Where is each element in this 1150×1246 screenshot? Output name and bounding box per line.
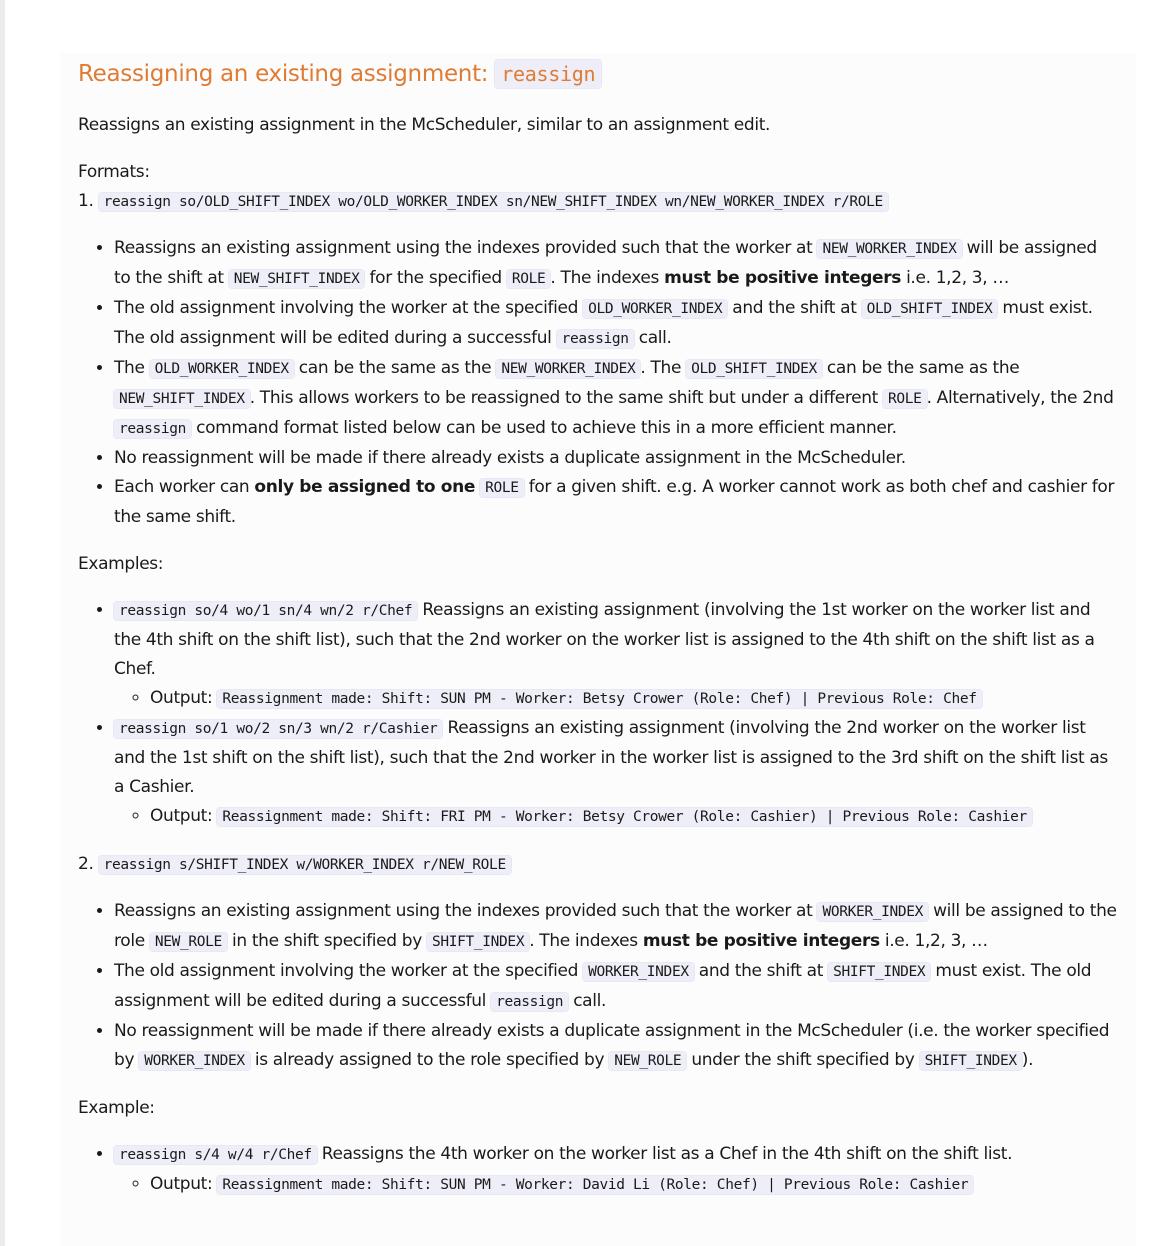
example-command: reassign s/4 w/4 r/Chef <box>114 1146 317 1164</box>
example-item: • reassign so/4 wo/1 sn/4 wn/2 r/Chef Reassigns an existing assignment (involving the 1st worker on the worker list and the 4th shift on the shift list), such that the 2nd worker on the worker list is assigned to the 4th shift on the shift list as a Chef. ◦ Output: Reassignment made: Shift: SUN PM - Worker: Betsy Crower (Role: Chef) | Previous Role: Chef <box>114 596 1118 714</box>
formats-label: Formats: <box>78 162 150 182</box>
example-label: Example: <box>78 1098 155 1118</box>
heading-code: reassign <box>495 60 601 88</box>
example-item: • reassign so/1 wo/2 sn/3 wn/2 r/Cashier Reassigns an existing assignment (involving the 2nd worker on the worker list and the 1st shift on the shift list), such that the 2nd worker in the worker list is assigned to the 3rd shift on the shift list as a Cashier. ◦ Output: Reassignment made: Shift: FRI PM - Worker: Betsy Crower (Role: Cashier) | Previous Role: Cashier <box>114 714 1118 832</box>
rule-item: • The old assignment involving the worker at the specified OLD_WORKER_INDEX and the shift at OLD_SHIFT_INDEX must exist. The old assignment will be edited during a successful reassign call. <box>114 294 1118 354</box>
format-2-command: reassign s/SHIFT_INDEX w/WORKER_INDEX r/NEW_ROLE <box>99 856 511 874</box>
rule-item: • The OLD_WORKER_INDEX can be the same as the NEW_WORKER_INDEX . The OLD_SHIFT_INDEX can be the same as the NEW_SHIFT_INDEX . This allows workers to be reassigned to the same shift but under a different ROLE . Alternatively, the 2nd reassign command format listed below can be used to achieve this in a more efficient manner. <box>114 354 1118 444</box>
example-output: ◦ Output: Reassignment made: Shift: SUN PM - Worker: Betsy Crower (Role: Chef) | Previous Role: Chef <box>150 684 1118 714</box>
example-command: reassign so/1 wo/2 sn/3 wn/2 r/Cashier <box>114 720 442 738</box>
rule-item: • Reassigns an existing assignment using the indexes provided such that the worker at NEW_WORKER_INDEX will be assigned to the shift at NEW_SHIFT_INDEX for the specified ROLE . The indexes must be positive integers i.e. 1,2, 3, … <box>114 234 1118 294</box>
section-heading: Reassigning an existing assignment: reassign <box>78 59 1118 89</box>
format-1-examples <box>78 596 1118 832</box>
rule-item: • Reassigns an existing assignment using the indexes provided such that the worker at WORKER_INDEX will be assigned to the role NEW_ROLE in the shift specified by SHIFT_INDEX . The indexes must be positive integers i.e. 1,2, 3, … <box>114 897 1118 957</box>
doc-section-reassign <box>60 53 1136 1246</box>
format-1-rules <box>78 234 1118 532</box>
format-1: 1. reassign so/OLD_SHIFT_INDEX wo/OLD_WORKER_INDEX sn/NEW_SHIFT_INDEX wn/NEW_WORKER_INDEX r/ROLE <box>78 187 1118 217</box>
rule-item: • No reassignment will be made if there already exists a duplicate assignment in the McScheduler. <box>114 444 1118 473</box>
left-border-strip <box>0 0 5 1246</box>
format-2: 2. reassign s/SHIFT_INDEX w/WORKER_INDEX r/NEW_ROLE <box>78 850 1118 880</box>
example-command: reassign so/4 wo/1 sn/4 wn/2 r/Chef <box>114 602 417 620</box>
example-output: ◦ Output: Reassignment made: Shift: FRI PM - Worker: Betsy Crower (Role: Cashier) | Previous Role: Cashier <box>150 802 1118 832</box>
examples-label: Examples: <box>78 554 164 574</box>
rule-item: • No reassignment will be made if there already exists a duplicate assignment in the McScheduler (i.e. the worker specified by WORKER_INDEX is already assigned to the role specified by NEW_ROLE under the shift specified by SHIFT_INDEX ). <box>114 1017 1118 1076</box>
format-1-command: reassign so/OLD_SHIFT_INDEX wo/OLD_WORKER_INDEX sn/NEW_SHIFT_INDEX wn/NEW_WORKER_INDEX r/ROLE <box>99 193 888 211</box>
rule-item: • Each worker can only be assigned to one ROLE for a given shift. e.g. A worker cannot work as both chef and cashier for the same shift. <box>114 473 1118 532</box>
format-2-examples <box>78 1140 1118 1200</box>
format-2-rules <box>78 897 1118 1076</box>
rule-item: • The old assignment involving the worker at the specified WORKER_INDEX and the shift at SHIFT_INDEX must exist. The old assignment will be edited during a successful reassign call. <box>114 957 1118 1017</box>
intro-paragraph: Reassigns an existing assignment in the McScheduler, similar to an assignment edit. <box>78 115 771 135</box>
example-item: • reassign s/4 w/4 r/Chef Reassigns the 4th worker on the worker list as a Chef in the 4th shift on the shift list. ◦ Output: Reassignment made: Shift: SUN PM - Worker: David Li (Role: Chef) | Previous Role: Cashier <box>114 1140 1118 1200</box>
example-output: ◦ Output: Reassignment made: Shift: SUN PM - Worker: David Li (Role: Chef) | Previous Role: Cashier <box>150 1170 1118 1200</box>
